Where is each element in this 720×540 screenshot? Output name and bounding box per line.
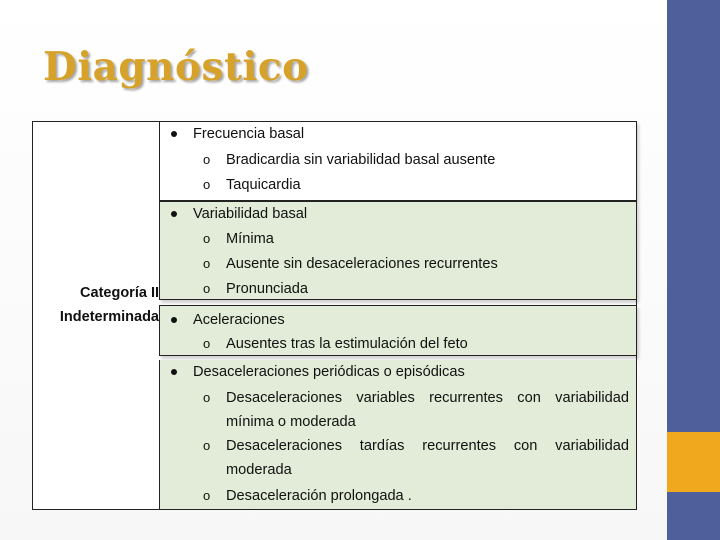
right-side-accent (667, 432, 720, 492)
sub-bullet-icon: o (203, 231, 211, 246)
sub-bullet-icon: o (203, 488, 211, 503)
list-item: Ausente sin desaceleraciones recurrentes (226, 256, 498, 272)
bullet-dot-icon (171, 131, 177, 137)
sub-bullet-icon: o (203, 256, 211, 271)
section-heading: Aceleraciones (193, 312, 285, 328)
bullet-dot-icon (171, 317, 177, 323)
sub-bullet-icon: o (203, 177, 211, 192)
list-item: Pronunciada (226, 281, 308, 297)
section-heading: Frecuencia basal (193, 126, 305, 142)
slide-title: Diagnóstico (43, 44, 309, 90)
sub-bullet-icon: o (203, 336, 211, 351)
list-item: Bradicardia sin variabilidad basal ausente (226, 152, 496, 168)
section-heading: Variabilidad basal (193, 206, 308, 222)
list-item-line: mínima o moderada (226, 414, 356, 430)
category-label (32, 281, 159, 329)
list-item: Ausentes tras la estimulación del feto (226, 336, 468, 352)
sub-bullet-icon: o (203, 281, 211, 296)
section-heading: Desaceleraciones periódicas o episódicas (193, 364, 465, 380)
sub-bullet-icon: o (203, 152, 211, 167)
section-aceleraciones (159, 305, 637, 356)
category-line-1: Categoría II (80, 285, 159, 301)
sub-bullet-icon: o (203, 390, 211, 405)
list-item-line: Desaceleraciones tardías recurrentes con variabilidad (226, 438, 629, 454)
section-variabilidad-basal (159, 201, 637, 300)
list-item: Mínima (226, 231, 274, 247)
list-item-line: Desaceleraciones variables recurrentes con variabilidad (226, 390, 629, 406)
list-item-line: moderada (226, 462, 292, 478)
category-line-2: Indeterminada (59, 309, 159, 325)
list-item-line: Desaceleración prolongada . (226, 488, 412, 504)
right-side-bar-bottom (667, 492, 720, 540)
sub-bullet-icon: o (203, 438, 211, 453)
bullet-dot-icon (171, 211, 177, 217)
section-frecuencia-basal (159, 121, 637, 201)
list-item: Taquicardia (226, 177, 301, 193)
bullet-dot-icon (171, 369, 177, 375)
section-desaceleraciones (159, 360, 637, 510)
